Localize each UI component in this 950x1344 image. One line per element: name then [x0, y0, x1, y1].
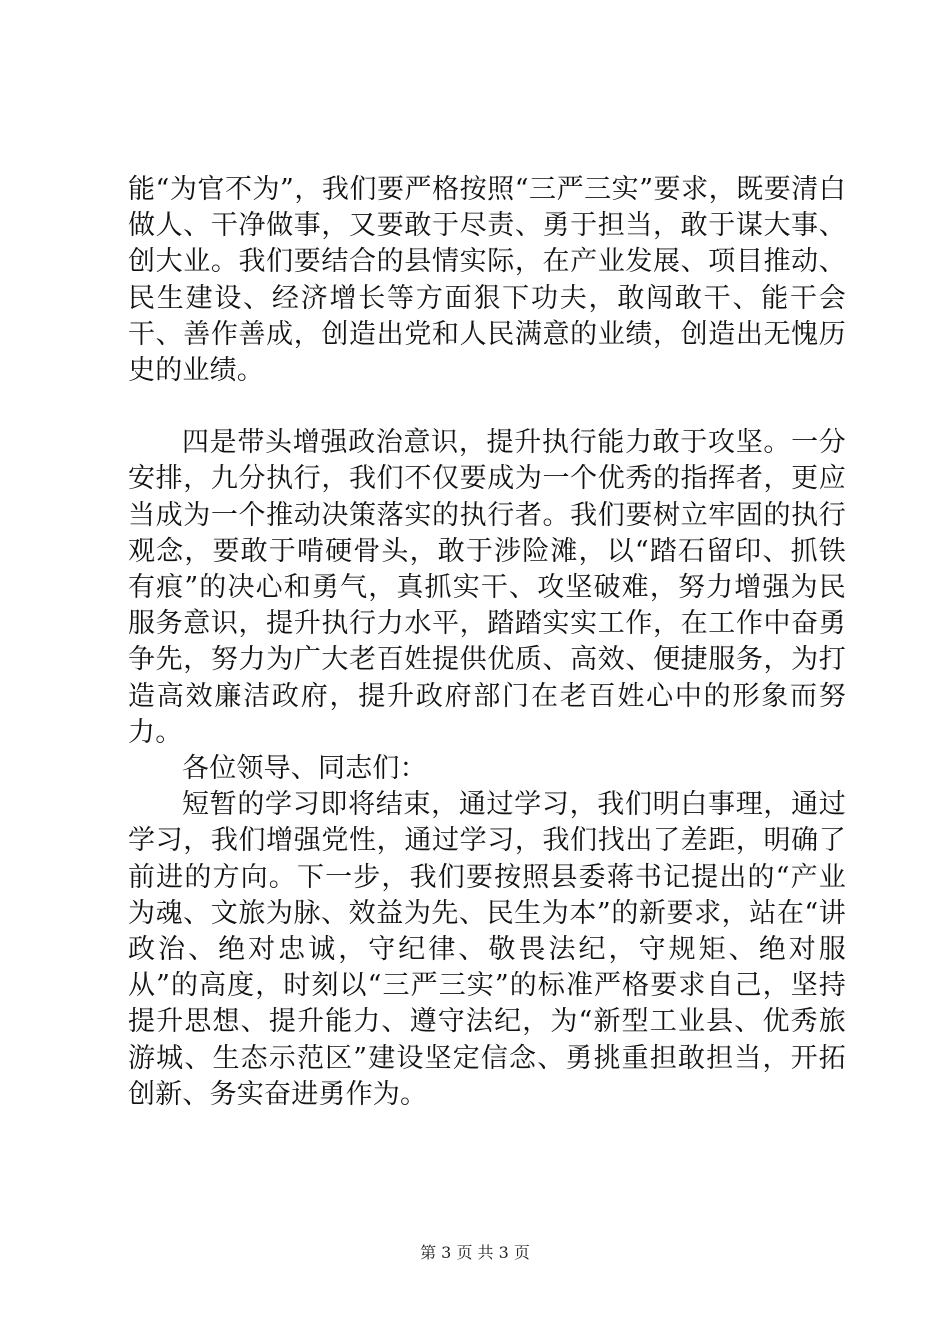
paragraph-spacer	[128, 389, 846, 425]
document-body	[128, 172, 846, 1113]
paragraph-2: 四是带头增强政治意识，提升执行能力敢于攻坚。一分安排，九分执行，我们不仅要成为一个优秀的指挥者，更应当成为一个推动决策落实的执行者。我们要树立牢固的执行观念，要敢于啃硬骨头，敢于涉险滩，以“踏石留印、抓铁有痕”的决心和勇气，真抓实干、攻坚破难，努力增强为民服务意识，提升执行力水平，踏踏实实工作，在工作中奋勇争先，努力为广大老百姓提供优质、高效、便捷服务，为打造高效廉洁政府，提升政府部门在老百姓心中的形象而努力。	[128, 427, 846, 748]
paragraph-4: 短暂的学习即将结束，通过学习，我们明白事理，通过学习，我们增强党性，通过学习，我们找出了差距，明确了前进的方向。下一步，我们要按照县委蒋书记提出的“产业为魂、文旅为脉、效益为先、民生为本”的新要求，站在“讲政治、绝对忠诚，守纪律、敬畏法纪，守规矩、绝对服从”的高度，时刻以“三严三实”的标准严格要求自己，坚持提升思想、提升能力、遵守法纪，为“新型工业县、优秀旅游城、生态示范区”建设坚定信念、勇挑重担敢担当，开拓创新、务实奋进勇作为。	[128, 789, 846, 1110]
paragraph-3: 各位领导、同志们：	[182, 753, 427, 785]
page-footer: 第 3 页 共 3 页	[420, 1243, 530, 1262]
paragraph-1: 能“为官不为”，我们要严格按照“三严三实”要求，既要清白做人、干净做事，又要敢于尽责、勇于担当，敢于谋大事、创大业。我们要结合的县情实际，在产业发展、项目推动、民生建设、经济增长等方面狠下功夫，敢闯敢干、能干会干、善作善成，创造出党和人民满意的业绩，创造出无愧历史的业绩。	[128, 174, 846, 387]
